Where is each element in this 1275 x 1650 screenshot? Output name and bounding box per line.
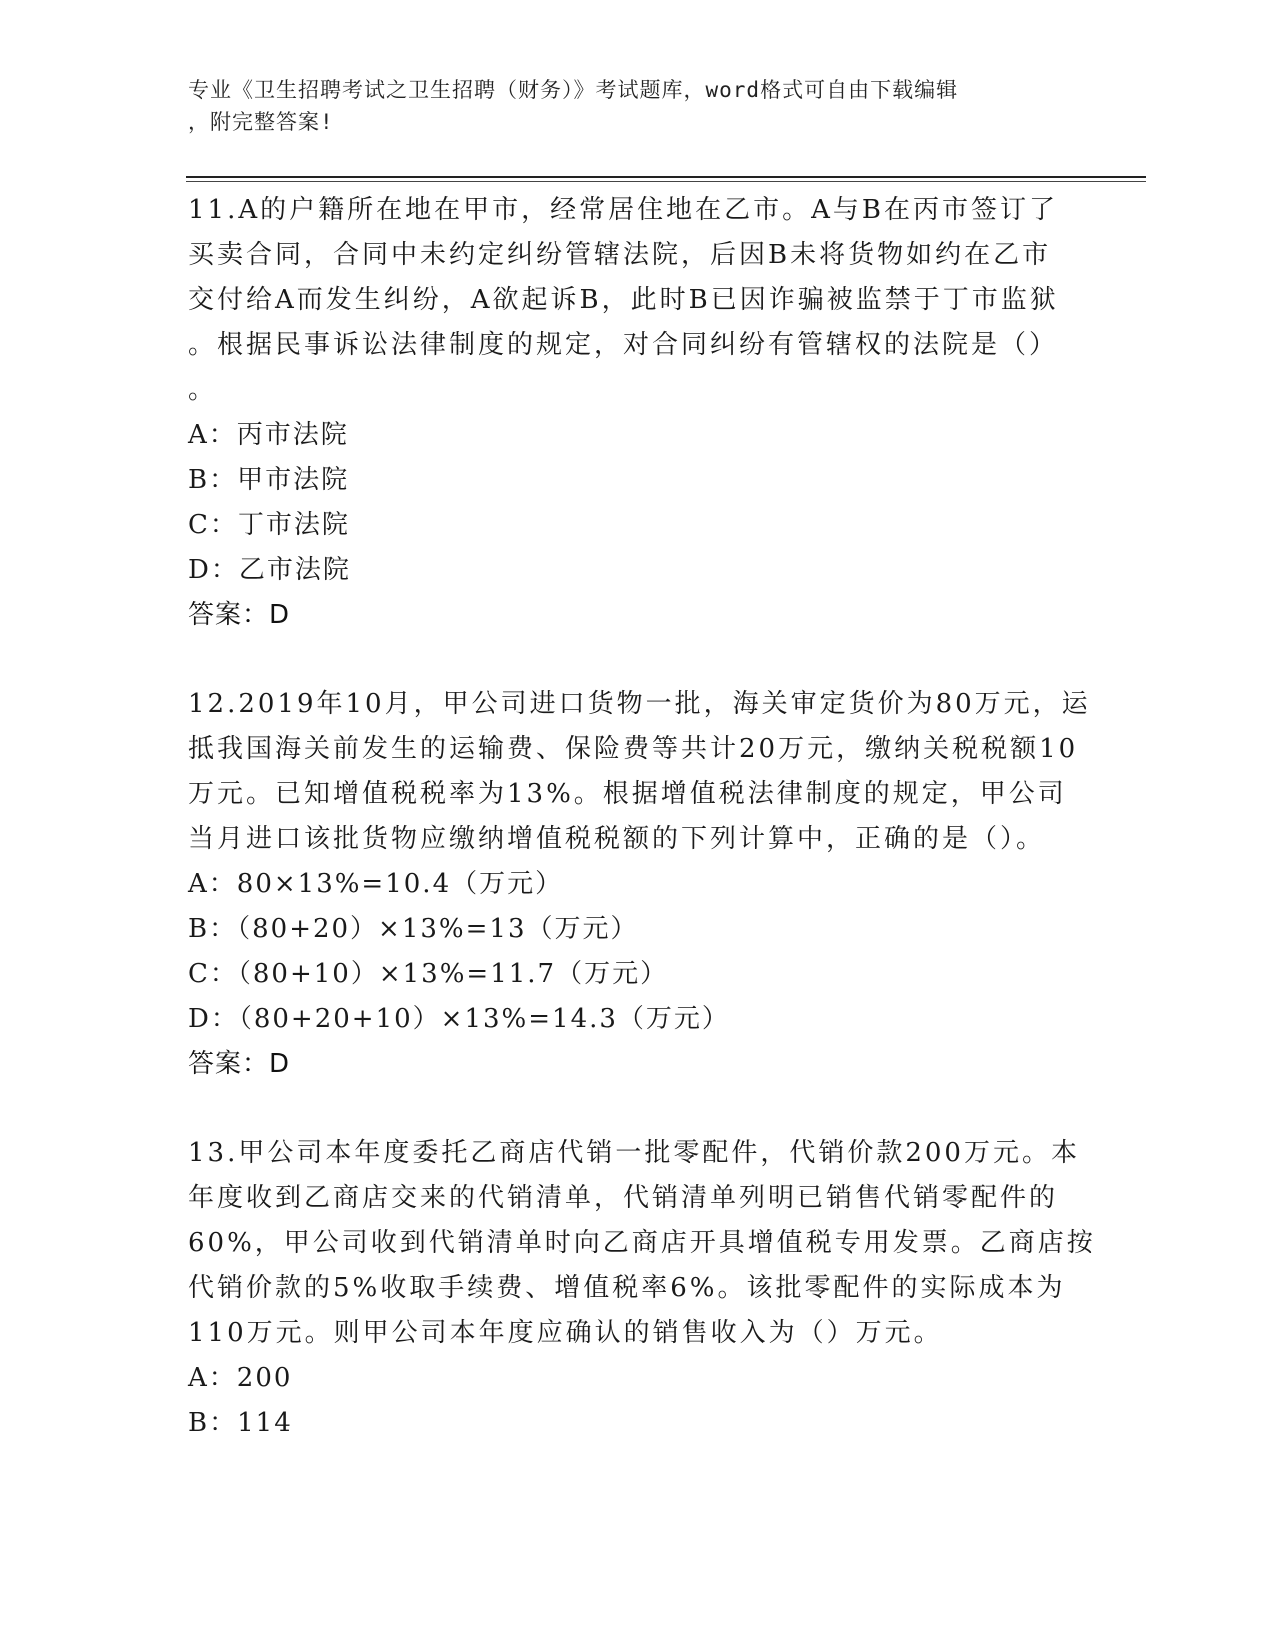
question-spacer xyxy=(188,1087,1088,1131)
stem-line: 。根据民事诉讼法律制度的规定，对合同纠纷有管辖权的法院是（） xyxy=(188,330,1059,360)
option-b: B：甲市法院 xyxy=(188,465,350,495)
question-list xyxy=(188,188,1096,1446)
stem-line: 年度收到乙商店交来的代销清单，代销清单列明已销售代销零配件的 xyxy=(188,1183,1059,1213)
option-a: A：80×13%=10.4（万元） xyxy=(188,869,564,899)
header-line-1: 专业《卫生招聘考试之卫生招聘（财务）》考试题库，word格式可自由下载编辑 xyxy=(188,78,959,102)
header-divider-thick xyxy=(186,176,1146,178)
question-stem xyxy=(188,682,1091,862)
answer-label: 答案：D xyxy=(188,1049,291,1079)
question-stem xyxy=(188,188,1088,413)
option-b: B：114 xyxy=(188,1408,293,1438)
option-d: D：（80+20+10）×13%=14.3（万元） xyxy=(188,1004,730,1034)
header-line-2: ，附完整答案! xyxy=(188,110,334,134)
stem-line: 110万元。则甲公司本年度应确认的销售收入为（）万元。 xyxy=(188,1318,943,1348)
stem-line: 60%，甲公司收到代销清单时向乙商店开具增值税专用发票。乙商店按 xyxy=(188,1228,1096,1258)
question-13 xyxy=(188,1131,1096,1446)
stem-line: 万元。已知增值税税率为13%。根据增值税法律制度的规定，甲公司 xyxy=(188,779,1067,809)
question-stem xyxy=(188,1131,1096,1356)
question-spacer xyxy=(188,638,1088,682)
stem-line: 代销价款的5%收取手续费、增值税率6%。该批零配件的实际成本为 xyxy=(188,1273,1066,1303)
stem-line: 买卖合同，合同中未约定纠纷管辖法院，后因B未将货物如约在乙市 xyxy=(188,240,1052,270)
option-d: D：乙市法院 xyxy=(188,555,351,585)
option-c: C：（80+10）×13%=11.7（万元） xyxy=(188,959,669,989)
question-11 xyxy=(188,188,1088,638)
option-a: A：丙市法院 xyxy=(188,420,349,450)
stem-line: 抵我国海关前发生的运输费、保险费等共计20万元，缴纳关税税额10 xyxy=(188,734,1079,764)
stem-line: 12.2019年10月，甲公司进口货物一批，海关审定货价为80万元，运 xyxy=(188,689,1091,719)
option-c: C：丁市法院 xyxy=(188,510,350,540)
stem-line: 13.甲公司本年度委托乙商店代销一批零配件，代销价款200万元。本 xyxy=(188,1138,1080,1168)
option-a: A：200 xyxy=(188,1363,293,1393)
answer-label: 答案：D xyxy=(188,600,291,630)
stem-line: 。 xyxy=(188,375,218,405)
stem-line: 11.A的户籍所在地在甲市，经常居住地在乙市。A与B在丙市签订了 xyxy=(188,195,1059,225)
option-b: B：（80+20）×13%=13（万元） xyxy=(188,914,639,944)
stem-line: 当月进口该批货物应缴纳增值税税额的下列计算中，正确的是（）。 xyxy=(188,824,1046,854)
stem-line: 交付给A而发生纠纷，A欲起诉B，此时B已因诈骗被监禁于丁市监狱 xyxy=(188,285,1059,315)
header-divider-thin xyxy=(186,181,1146,182)
document-header xyxy=(188,74,1078,138)
question-12 xyxy=(188,682,1091,1087)
